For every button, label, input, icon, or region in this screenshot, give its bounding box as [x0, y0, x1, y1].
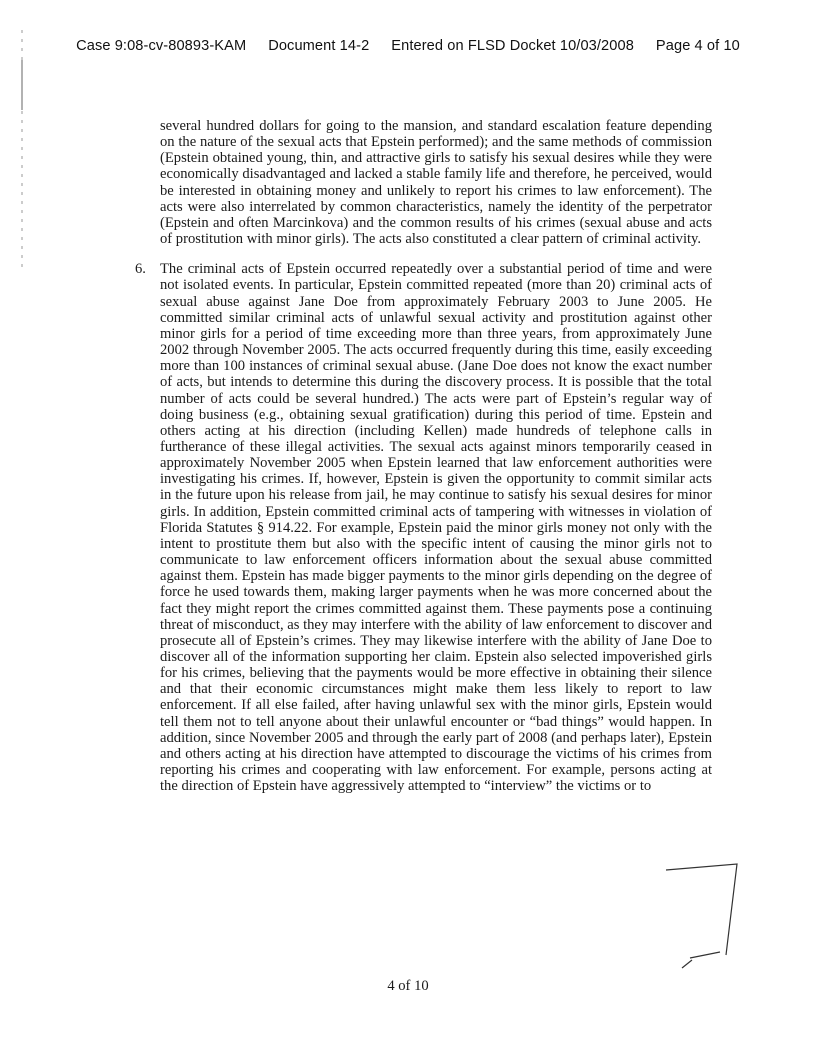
paragraph-number: 6. [135, 261, 146, 278]
continuation-paragraph: several hundred dollars for going to the mansion, and standard escalation feature depending on the nature of the sexual acts that Epstein performed); and the same methods of commission (Epstein obtained young, thin, and attractive girls to satisfy his sexual desires while they were economically disadvantaged and lacked a stable family life and therefore, he perceived, would be interested in obtaining money and unlikely to report his crimes to law enforcement). The acts were also interrelated by common characteristics, namely the identity of the perpetrator (Epstein and often Marcinkova) and the common results of his crimes (sexual abuse and acts of prostitution with minor girls). The acts also constituted a clear pattern of criminal activity. [160, 118, 712, 248]
header-page-number: Page 4 of 10 [655, 38, 740, 54]
numbered-paragraph [135, 261, 712, 795]
document-number: Document 14-2 [268, 38, 370, 54]
docket-entry: Entered on FLSD Docket 10/03/2008 [391, 38, 634, 54]
paragraph-text: The criminal acts of Epstein occurred repeatedly over a substantial period of time and were not isolated events. In particular, Epstein committed repeated (more than 20) criminal acts of sexual abuse against Jane Doe from approximately February 2003 to June 2005. He committed similar criminal acts of unlawful sexual activity and prostitution against other minor girls for a period of time exceeding more than three years, from approximately June 2002 through November 2005. The acts occurred frequently during this time, easily exceeding more than 100 instances of criminal sexual abuse. (Jane Doe does not know the exact number of acts, but intends to determine this during the discovery process. It is possible that the total number of acts could be several hundred.) The acts were part of Epstein’s regular way of doing business (e.g., obtaining sexual gratification) during this period of time. Epstein and others acting at his direction (including Kellen) made hundreds of telephone calls in furtherance of these illegal activities. The sexual acts against minors temporarily ceased in approximately November 2005 when Epstein learned that law enforcement authorities were investigating his crimes. If, however, Epstein is given the opportunity to commit similar acts in the future upon his release from jail, he may continue to satisfy his sexual desires for minor girls. In addition, Epstein committed criminal acts of tampering with witnesses in violation of Florida Statutes § 914.22. For example, Epstein paid the minor girls money not only with the intent to prostitute them but also with the specific intent of causing the minor girls not to communicate to law enforcement officers information about the sexual abuse committed against them. Epstein has made bigger payments to the minor girls depending on the degree of force he used towards them, making larger payments when he was more concerned about the fact they might report the crimes committed against them. These payments pose a continuing threat of misconduct, as they may interfere with the ability of law enforcement to discover and prosecute all of Epstein’s crimes. They may likewise interfere with the ability of Jane Doe to discover all of the information supporting her claim. Epstein also selected impoverished girls for his crimes, believing that the payments would be more effective in obtaining their silence and that their economic circumstances might make them less likely to report to law enforcement. If all else failed, after having unlawful sex with the minor girls, Epstein would tell them not to tell anyone about their unlawful encounter or “bad things” would happen. In addition, since November 2005 and through the early part of 2008 (and perhaps later), Epstein and others acting at his direction have attempted to discourage the victims of his crimes from reporting his crimes and cooperating with law enforcement. For example, persons acting at the direction of Epstein have aggressively attempted to “interview” the victims or to [160, 261, 712, 795]
document-body [135, 118, 712, 795]
handwritten-bracket-mark [666, 864, 737, 968]
page-footer: 4 of 10 [387, 978, 429, 994]
case-number: Case 9:08-cv-80893-KAM [76, 38, 247, 54]
